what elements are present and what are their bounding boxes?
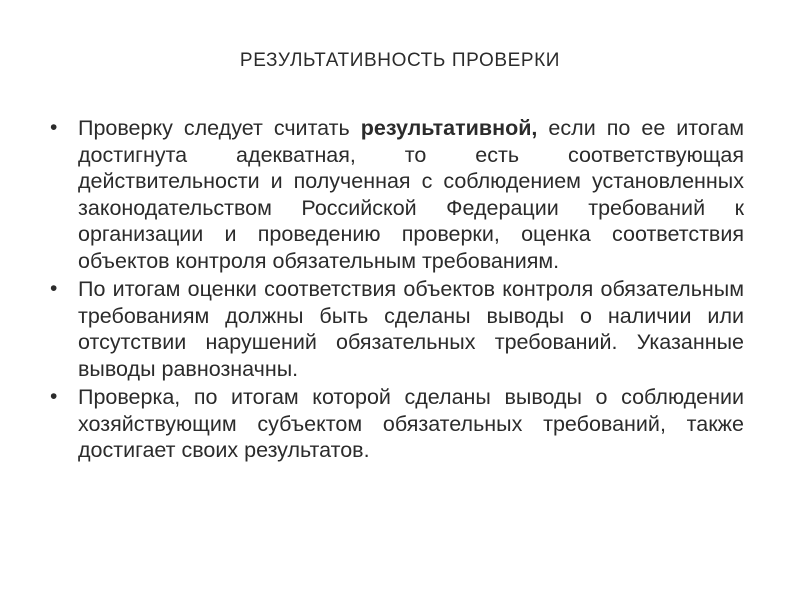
bullet-1-bold-term: результативной, (360, 116, 538, 140)
bullet-list (50, 115, 744, 466)
bullet-marker: • (50, 385, 58, 408)
slide-title: РЕЗУЛЬТАТИВНОСТЬ ПРОВЕРКИ (239, 50, 561, 71)
bullet-1-text-start: Проверку следует считать (78, 116, 361, 140)
bullet-item-2 (50, 276, 744, 382)
bullet-text-2: По итогам оценки соответствия объектов контроля обязательным требованиям должны быть сделаны выводы о наличии или отсутствии нарушений обязательных требований. Указанные выводы равнозначны. (78, 277, 744, 381)
bullet-item-3 (50, 384, 744, 464)
bullet-text-3: Проверка, по итогам которой сделаны выводы о соблюдении хозяйствующим субъектом обязательных требований, также достигает своих результатов. (78, 385, 744, 462)
bullet-text-1 (78, 116, 744, 273)
bullet-1-text-end: если по ее итогам достигнута адекватная, то есть соответствующая действительности и полученная с соблюдением установленных законодательством Российской Федерации требований к организации и проведению проверки, оценка соответствия объектов контроля обязательным требованиям. (78, 116, 744, 273)
bullet-marker: • (50, 116, 58, 139)
bullet-item-1 (50, 115, 744, 274)
bullet-marker: • (50, 277, 58, 300)
